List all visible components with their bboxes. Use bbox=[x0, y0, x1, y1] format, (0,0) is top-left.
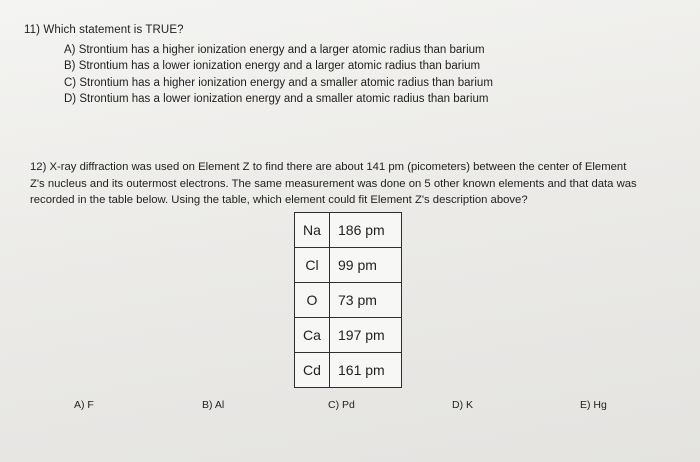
question-11-option-d: D) Strontium has a lower ionization energy and a smaller atomic radius than barium bbox=[64, 92, 489, 105]
radius-value: 73 pm bbox=[330, 283, 402, 318]
radius-value: 197 pm bbox=[330, 318, 402, 353]
element-symbol: O bbox=[295, 283, 330, 318]
answer-choice-c: C) Pd bbox=[328, 399, 355, 411]
question-11-option-b: B) Strontium has a lower ionization energy and a larger atomic radius than barium bbox=[64, 60, 481, 73]
atomic-radius-table bbox=[294, 212, 402, 388]
question-11-options bbox=[64, 42, 493, 107]
table-row bbox=[295, 353, 402, 388]
answer-choice-b: B) Al bbox=[202, 399, 225, 411]
question-11-option-a: A) Strontium has a higher ionization energy and a larger atomic radius than barium bbox=[64, 44, 485, 56]
element-symbol: Na bbox=[295, 213, 330, 248]
answer-choice-e: E) Hg bbox=[580, 399, 607, 411]
answer-choice-a: A) F bbox=[74, 399, 94, 411]
question-12-prompt bbox=[30, 159, 680, 209]
element-symbol: Cd bbox=[295, 353, 330, 388]
table-row bbox=[295, 248, 402, 283]
element-symbol: Cl bbox=[295, 248, 330, 283]
question-11-title: 11) Which statement is TRUE? bbox=[24, 24, 184, 36]
table-row bbox=[295, 213, 402, 248]
question-12-line: 12) X-ray diffraction was used on Element Z to find there are about 141 pm (picometers) between the center of Element bbox=[30, 161, 627, 173]
question-12-line: Z's nucleus and its outermost electrons. The same measurement was done on 5 other known elements and that data was bbox=[30, 177, 637, 190]
answer-choice-d: D) K bbox=[452, 399, 473, 411]
radius-value: 186 pm bbox=[330, 213, 402, 248]
table-row bbox=[295, 283, 402, 318]
element-symbol: Ca bbox=[295, 318, 330, 353]
radius-value: 161 pm bbox=[330, 353, 402, 388]
table-row bbox=[295, 318, 402, 353]
question-11-option-c: C) Strontium has a higher ionization energy and a smaller atomic radius than barium bbox=[64, 76, 493, 89]
radius-value: 99 pm bbox=[330, 248, 402, 283]
question-12-line: recorded in the table below. Using the table, which element could fit Element Z's description above? bbox=[30, 194, 528, 206]
